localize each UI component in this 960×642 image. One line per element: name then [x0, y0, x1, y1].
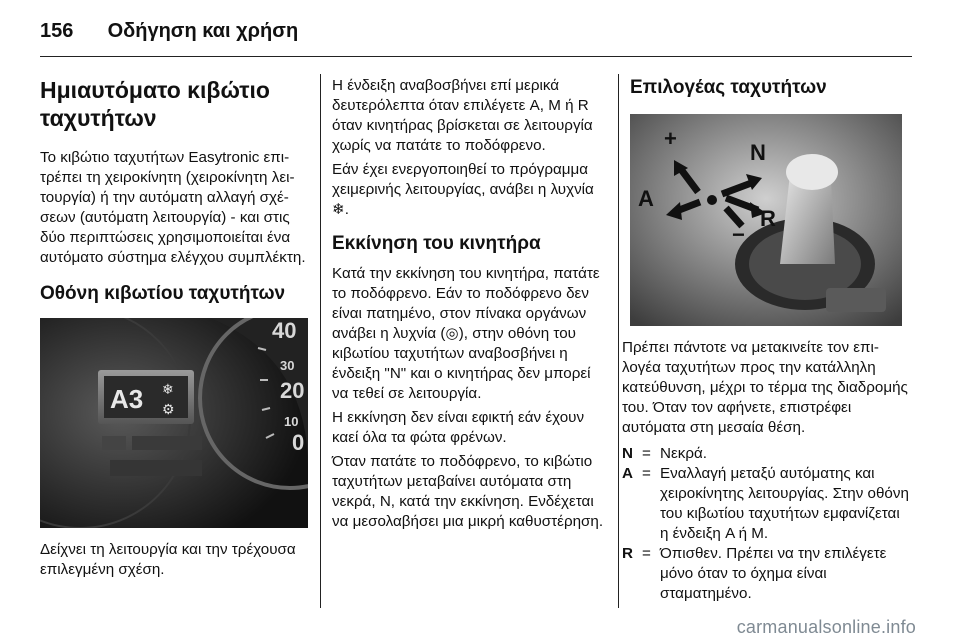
column-3 — [622, 76, 910, 604]
column-2 — [332, 76, 606, 536]
heading-gear-selector: Επιλογέας ταχυτήτων — [630, 77, 827, 98]
definition-sep: = — [642, 445, 651, 462]
brake-lights-paragraph: Η εκκίνηση δεν είναι εφικτή εάν έχουν καεί όλα τα φώτα φρένων. — [332, 409, 585, 446]
header-rule — [40, 56, 912, 57]
selector-definitions — [622, 444, 910, 604]
definition-sep: = — [642, 465, 651, 482]
neutral-paragraph: Όταν πατάτε το ποδόφρενο, το κιβώτιο ταχυτήτων μεταβαίνει αυτόματα στη νεκρά, N, κατά την εκκίνηση. Ενδέχεται να μεσολαβήσει μια μικρή καθυστέρηση. — [332, 453, 604, 530]
intro-paragraph: Το κιβώτιο ταχυτήτων Easytronic επιτρέπει τη χειροκίνητη (χειροκίνητη λειτουργία) ή την αυτόματη αλλαγή σχέσεων (αυτόματη λειτουργία) - και στις δύο περιπτώσεις χρησιμοποιείται ένα αυτόματο σύστημα ελέγχου συμπλέκτη. — [40, 149, 306, 266]
gauge-tick-label: 0 — [292, 430, 305, 455]
selector-paragraph: Πρέπει πάντοτε να μετακινείτε τον επιλογέα ταχυτήτων προς την κατάλληλη κατεύθυνση, μέχρι το τέρμα της διαδρομής του. Όταν τον αφήνετε, επιστρέφει αυτόματα στη μεσαία θέση. — [622, 339, 908, 436]
display-gear-text: A3 — [110, 384, 144, 414]
snowflake-icon: ❄ — [162, 381, 174, 397]
definition-sep: = — [642, 545, 651, 562]
gauge-tick-label: 10 — [284, 414, 299, 429]
definition-key: R — [622, 545, 633, 562]
flash-paragraph: Η ένδειξη αναβοσβήνει επί μερικά δευτερόλεπτα όταν επιλέγετε A, M ή R όταν κινητήρας βρίσκεται σε λειτουργία χωρίς να πατάτε το ποδόφρενο. — [332, 77, 593, 154]
definition-key: N — [622, 445, 633, 462]
winter-program-paragraph: Εάν έχει ενεργοποιηθεί το πρόγραμμα χειμερινής λειτουργίας, ανάβει η λυχνία ❄. — [332, 161, 594, 218]
selector-a-label: A — [638, 186, 654, 211]
section-title: Οδήγηση και χρήση — [107, 20, 299, 42]
column-1 — [40, 76, 308, 584]
selector-n-label: N — [750, 140, 766, 165]
definition-row — [622, 544, 910, 604]
selector-r-label: R — [760, 206, 776, 231]
watermark: carmanualsonline.info — [736, 617, 916, 637]
page-number: 156 — [40, 20, 74, 42]
definition-text: Νεκρά. — [660, 445, 707, 462]
display-caption: Δείχνει τη λειτουργία και την τρέχουσα επιλεγμένη σχέση. — [40, 541, 296, 578]
definition-key: A — [622, 465, 633, 482]
gauge-tick-label: 40 — [272, 318, 297, 343]
heading-semi-automatic-gearbox: Ημιαυτόματο κιβώτιο ταχυτήτων — [40, 77, 270, 131]
column-divider — [618, 74, 619, 608]
definition-text: Όπισθεν. Πρέπει να την επιλέγετε μόνο όταν το όχημα είναι σταματημένο. — [660, 545, 887, 602]
selector-plus-label: + — [664, 126, 677, 151]
heading-engine-start: Εκκίνηση του κινητήρα — [332, 233, 541, 254]
page-header — [40, 20, 298, 43]
gearbox-display-figure — [40, 318, 308, 528]
gauge-tick-label: 20 — [280, 378, 305, 403]
gear-selector-figure — [630, 114, 902, 326]
engine-start-paragraph: Κατά την εκκίνηση του κινητήρα, πατάτε το ποδόφρενο. Εάν το ποδόφρενο δεν είναι πατημένο, στον πίνακα οργάνων ανάβει η λυχνία (◎), στην οθόνη του κιβωτίου ταχυτήτων αναβοσβήνει η ένδειξη "N" και ο κινητήρας δεν μπορεί να τεθεί σε λειτουργία. — [332, 265, 600, 402]
gearbox-display-illustration — [40, 318, 308, 528]
column-divider — [320, 74, 321, 608]
selector-minus-label: − — [732, 222, 745, 247]
definition-text: Εναλλαγή μεταξύ αυτόματης και χειροκίνητης λειτουργίας. Στην οθόνη του κιβωτίου ταχυτήτων εμφανίζεται η ένδειξη A ή M. — [660, 465, 909, 542]
gear-cog-icon: ⚙ — [162, 401, 175, 417]
heading-gearbox-display: Οθόνη κιβωτίου ταχυτήτων — [40, 283, 286, 304]
gauge-tick-label: 30 — [280, 358, 295, 373]
definition-row — [622, 464, 910, 544]
definition-row — [622, 444, 910, 464]
gear-selector-illustration — [630, 114, 902, 326]
